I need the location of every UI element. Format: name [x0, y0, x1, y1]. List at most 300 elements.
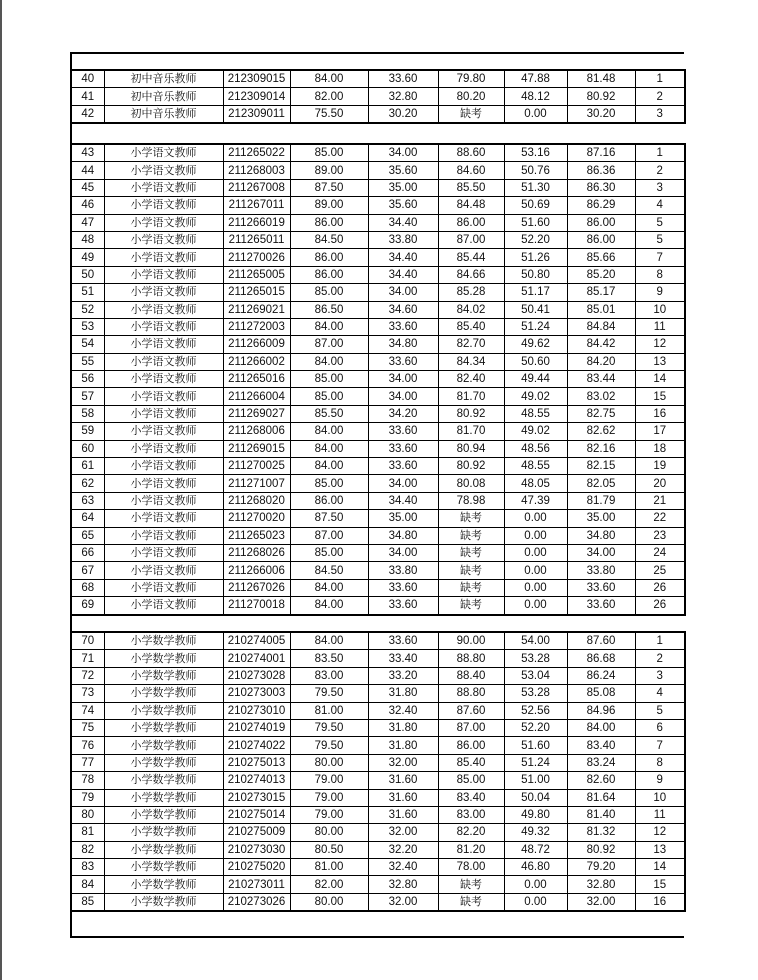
seq-cell: 77: [71, 754, 104, 771]
position-cell: 小学语文教师: [104, 284, 223, 301]
rank-cell: 4: [635, 197, 685, 214]
interview-score-cell: 缺考: [438, 893, 504, 911]
interview-score-cell: 88.60: [438, 144, 504, 162]
written-weighted-cell: 35.00: [368, 179, 438, 196]
seq-cell: 75: [71, 719, 104, 736]
rank-cell: 6: [635, 719, 685, 736]
written-score-cell: 87.50: [290, 510, 368, 527]
written-score-cell: 86.00: [290, 249, 368, 266]
total-score-cell: 87.60: [567, 632, 635, 650]
seq-cell: 73: [71, 685, 104, 702]
exam-id-cell: 210275014: [223, 806, 290, 823]
position-cell: 小学数学教师: [104, 789, 223, 806]
seq-cell: 85: [71, 893, 104, 911]
interview-weighted-cell: 49.02: [504, 423, 567, 440]
position-cell: 小学数学教师: [104, 772, 223, 789]
interview-score-cell: 81.70: [438, 423, 504, 440]
total-score-cell: 81.79: [567, 492, 635, 509]
table-row: [71, 597, 685, 615]
seq-cell: 45: [71, 179, 104, 196]
interview-score-cell: 84.02: [438, 301, 504, 318]
interview-score-cell: 84.60: [438, 162, 504, 179]
position-cell: 小学语文教师: [104, 544, 223, 561]
rank-cell: 25: [635, 562, 685, 579]
exam-id-cell: 212309014: [223, 88, 290, 105]
rank-cell: 8: [635, 266, 685, 283]
interview-score-cell: 79.80: [438, 70, 504, 88]
table-row: [71, 144, 685, 162]
interview-weighted-cell: 47.39: [504, 492, 567, 509]
written-score-cell: 80.00: [290, 824, 368, 841]
written-score-cell: 80.00: [290, 893, 368, 911]
table-row: [71, 88, 685, 105]
position-cell: 小学语文教师: [104, 318, 223, 335]
exam-id-cell: 211266009: [223, 336, 290, 353]
interview-score-cell: 87.00: [438, 719, 504, 736]
exam-id-cell: 211268026: [223, 544, 290, 561]
interview-weighted-cell: 47.88: [504, 70, 567, 88]
exam-id-cell: 210274019: [223, 719, 290, 736]
rank-cell: 7: [635, 737, 685, 754]
seq-cell: 42: [71, 105, 104, 123]
exam-id-cell: 211272003: [223, 318, 290, 335]
rank-cell: 4: [635, 685, 685, 702]
position-cell: 小学语文教师: [104, 144, 223, 162]
exam-id-cell: 210273026: [223, 893, 290, 911]
exam-id-cell: 211266006: [223, 562, 290, 579]
written-score-cell: 85.00: [290, 475, 368, 492]
interview-score-cell: 缺考: [438, 562, 504, 579]
rank-cell: 1: [635, 632, 685, 650]
total-score-cell: 32.00: [567, 893, 635, 911]
written-weighted-cell: 31.60: [368, 806, 438, 823]
table-row: [71, 388, 685, 405]
total-score-cell: 34.00: [567, 544, 635, 561]
written-score-cell: 82.00: [290, 88, 368, 105]
exam-id-cell: 210273003: [223, 685, 290, 702]
written-weighted-cell: 32.00: [368, 754, 438, 771]
rank-cell: 26: [635, 579, 685, 596]
interview-weighted-cell: 0.00: [504, 510, 567, 527]
total-score-cell: 82.15: [567, 458, 635, 475]
interview-weighted-cell: 52.20: [504, 719, 567, 736]
table-row: [71, 405, 685, 422]
written-score-cell: 84.00: [290, 440, 368, 457]
written-score-cell: 85.50: [290, 405, 368, 422]
interview-score-cell: 83.00: [438, 806, 504, 823]
table-row: [71, 214, 685, 231]
position-cell: 初中音乐教师: [104, 88, 223, 105]
seq-cell: 78: [71, 772, 104, 789]
written-weighted-cell: 33.60: [368, 579, 438, 596]
position-cell: 小学数学教师: [104, 737, 223, 754]
total-score-cell: 35.00: [567, 510, 635, 527]
rank-cell: 14: [635, 371, 685, 388]
interview-score-cell: 82.70: [438, 336, 504, 353]
table-row: [71, 162, 685, 179]
table-body: [71, 632, 685, 911]
seq-cell: 79: [71, 789, 104, 806]
total-score-cell: 81.48: [567, 70, 635, 88]
rank-cell: 5: [635, 214, 685, 231]
written-weighted-cell: 35.60: [368, 197, 438, 214]
position-cell: 小学语文教师: [104, 162, 223, 179]
seq-cell: 57: [71, 388, 104, 405]
position-cell: 小学语文教师: [104, 353, 223, 370]
table-row: [71, 510, 685, 527]
total-score-cell: 83.44: [567, 371, 635, 388]
total-score-cell: 85.66: [567, 249, 635, 266]
exam-id-cell: 212309015: [223, 70, 290, 88]
rank-cell: 12: [635, 336, 685, 353]
rank-cell: 2: [635, 650, 685, 667]
interview-score-cell: 85.40: [438, 318, 504, 335]
seq-cell: 60: [71, 440, 104, 457]
interview-score-cell: 85.44: [438, 249, 504, 266]
written-weighted-cell: 33.80: [368, 231, 438, 248]
position-cell: 小学语文教师: [104, 266, 223, 283]
total-score-cell: 33.80: [567, 562, 635, 579]
table-row: [71, 179, 685, 196]
total-score-cell: 79.20: [567, 859, 635, 876]
written-score-cell: 89.00: [290, 162, 368, 179]
exam-id-cell: 211268006: [223, 423, 290, 440]
interview-weighted-cell: 53.28: [504, 685, 567, 702]
rank-cell: 11: [635, 806, 685, 823]
written-score-cell: 85.00: [290, 544, 368, 561]
position-cell: 小学数学教师: [104, 685, 223, 702]
interview-score-cell: 87.60: [438, 702, 504, 719]
table-row: [71, 249, 685, 266]
written-weighted-cell: 30.20: [368, 105, 438, 123]
rank-cell: 15: [635, 388, 685, 405]
interview-weighted-cell: 50.60: [504, 353, 567, 370]
seq-cell: 84: [71, 876, 104, 893]
exam-id-cell: 211265016: [223, 371, 290, 388]
written-weighted-cell: 33.20: [368, 667, 438, 684]
written-score-cell: 84.00: [290, 458, 368, 475]
seq-cell: 55: [71, 353, 104, 370]
interview-score-cell: 84.48: [438, 197, 504, 214]
exam-id-cell: 210273028: [223, 667, 290, 684]
total-score-cell: 86.30: [567, 179, 635, 196]
seq-cell: 56: [71, 371, 104, 388]
rank-cell: 26: [635, 597, 685, 615]
written-weighted-cell: 32.20: [368, 841, 438, 858]
exam-id-cell: 210273015: [223, 789, 290, 806]
rank-cell: 5: [635, 702, 685, 719]
interview-weighted-cell: 48.55: [504, 405, 567, 422]
rank-cell: 18: [635, 440, 685, 457]
exam-id-cell: 211266019: [223, 214, 290, 231]
table-row: [71, 702, 685, 719]
rank-cell: 9: [635, 772, 685, 789]
table-row: [71, 231, 685, 248]
total-score-cell: 87.16: [567, 144, 635, 162]
rank-cell: 7: [635, 249, 685, 266]
written-weighted-cell: 34.40: [368, 214, 438, 231]
total-score-cell: 85.08: [567, 685, 635, 702]
position-cell: 小学语文教师: [104, 301, 223, 318]
interview-score-cell: 80.94: [438, 440, 504, 457]
interview-weighted-cell: 49.80: [504, 806, 567, 823]
interview-weighted-cell: 53.16: [504, 144, 567, 162]
position-cell: 小学数学教师: [104, 876, 223, 893]
position-cell: 小学数学教师: [104, 893, 223, 911]
written-score-cell: 86.50: [290, 301, 368, 318]
total-score-cell: 86.29: [567, 197, 635, 214]
interview-score-cell: 82.20: [438, 824, 504, 841]
rank-cell: 3: [635, 179, 685, 196]
total-score-cell: 83.24: [567, 754, 635, 771]
position-cell: 小学语文教师: [104, 510, 223, 527]
interview-score-cell: 86.00: [438, 214, 504, 231]
written-weighted-cell: 31.80: [368, 719, 438, 736]
exam-id-cell: 211265011: [223, 231, 290, 248]
written-score-cell: 83.50: [290, 650, 368, 667]
exam-id-cell: 211267008: [223, 179, 290, 196]
rank-cell: 3: [635, 667, 685, 684]
seq-cell: 48: [71, 231, 104, 248]
table-row: [71, 544, 685, 561]
written-weighted-cell: 31.60: [368, 772, 438, 789]
total-score-cell: 86.00: [567, 214, 635, 231]
exam-id-cell: 211270020: [223, 510, 290, 527]
table-row: [71, 105, 685, 123]
position-cell: 小学语文教师: [104, 371, 223, 388]
written-weighted-cell: 34.20: [368, 405, 438, 422]
interview-weighted-cell: 50.76: [504, 162, 567, 179]
rank-cell: 3: [635, 105, 685, 123]
written-score-cell: 87.00: [290, 527, 368, 544]
written-score-cell: 81.00: [290, 702, 368, 719]
interview-score-cell: 81.20: [438, 841, 504, 858]
exam-id-cell: 211268020: [223, 492, 290, 509]
seq-cell: 53: [71, 318, 104, 335]
rank-cell: 13: [635, 353, 685, 370]
total-score-cell: 85.01: [567, 301, 635, 318]
position-cell: 小学数学教师: [104, 841, 223, 858]
table-row: [71, 475, 685, 492]
total-score-cell: 82.75: [567, 405, 635, 422]
written-score-cell: 75.50: [290, 105, 368, 123]
table-row: [71, 824, 685, 841]
written-score-cell: 87.00: [290, 336, 368, 353]
position-cell: 小学数学教师: [104, 650, 223, 667]
table-row: [71, 579, 685, 596]
seq-cell: 41: [71, 88, 104, 105]
position-cell: 初中音乐教师: [104, 70, 223, 88]
seq-cell: 51: [71, 284, 104, 301]
interview-weighted-cell: 48.12: [504, 88, 567, 105]
interview-weighted-cell: 0.00: [504, 544, 567, 561]
position-cell: 小学语文教师: [104, 249, 223, 266]
written-score-cell: 89.00: [290, 197, 368, 214]
score-table-primary-chinese: [70, 143, 686, 616]
interview-score-cell: 78.00: [438, 859, 504, 876]
position-cell: 小学语文教师: [104, 405, 223, 422]
rank-cell: 17: [635, 423, 685, 440]
written-weighted-cell: 34.00: [368, 371, 438, 388]
exam-id-cell: 210275020: [223, 859, 290, 876]
written-weighted-cell: 34.00: [368, 284, 438, 301]
written-weighted-cell: 32.00: [368, 893, 438, 911]
exam-id-cell: 211270026: [223, 249, 290, 266]
written-weighted-cell: 31.80: [368, 737, 438, 754]
written-score-cell: 80.50: [290, 841, 368, 858]
position-cell: 小学数学教师: [104, 719, 223, 736]
written-score-cell: 84.00: [290, 632, 368, 650]
sheet-bottom-border: [70, 936, 684, 938]
seq-cell: 52: [71, 301, 104, 318]
written-score-cell: 84.00: [290, 353, 368, 370]
interview-weighted-cell: 49.44: [504, 371, 567, 388]
written-weighted-cell: 34.80: [368, 527, 438, 544]
exam-id-cell: 210274013: [223, 772, 290, 789]
written-weighted-cell: 34.80: [368, 336, 438, 353]
written-weighted-cell: 33.60: [368, 423, 438, 440]
rank-cell: 14: [635, 859, 685, 876]
written-score-cell: 84.00: [290, 70, 368, 88]
interview-score-cell: 87.00: [438, 231, 504, 248]
exam-id-cell: 211269021: [223, 301, 290, 318]
rank-cell: 1: [635, 70, 685, 88]
written-score-cell: 85.00: [290, 144, 368, 162]
written-score-cell: 84.00: [290, 423, 368, 440]
table-row: [71, 301, 685, 318]
written-score-cell: 79.00: [290, 789, 368, 806]
written-weighted-cell: 32.00: [368, 824, 438, 841]
written-score-cell: 87.50: [290, 179, 368, 196]
table-row: [71, 423, 685, 440]
total-score-cell: 86.68: [567, 650, 635, 667]
interview-weighted-cell: 0.00: [504, 597, 567, 615]
total-score-cell: 33.60: [567, 597, 635, 615]
interview-weighted-cell: 49.02: [504, 388, 567, 405]
interview-score-cell: 81.70: [438, 388, 504, 405]
sheet-top-border: [70, 52, 684, 54]
interview-weighted-cell: 53.04: [504, 667, 567, 684]
total-score-cell: 81.64: [567, 789, 635, 806]
interview-score-cell: 80.20: [438, 88, 504, 105]
interview-score-cell: 83.40: [438, 789, 504, 806]
written-weighted-cell: 33.60: [368, 632, 438, 650]
exam-id-cell: 211265015: [223, 284, 290, 301]
table-row: [71, 318, 685, 335]
total-score-cell: 80.92: [567, 841, 635, 858]
written-score-cell: 84.50: [290, 562, 368, 579]
position-cell: 小学数学教师: [104, 754, 223, 771]
interview-score-cell: 缺考: [438, 510, 504, 527]
written-score-cell: 79.00: [290, 806, 368, 823]
written-weighted-cell: 33.40: [368, 650, 438, 667]
position-cell: 小学语文教师: [104, 388, 223, 405]
interview-weighted-cell: 0.00: [504, 527, 567, 544]
written-weighted-cell: 32.40: [368, 702, 438, 719]
total-score-cell: 86.00: [567, 231, 635, 248]
interview-score-cell: 缺考: [438, 876, 504, 893]
interview-weighted-cell: 51.24: [504, 318, 567, 335]
written-weighted-cell: 32.40: [368, 859, 438, 876]
exam-id-cell: 211270025: [223, 458, 290, 475]
written-score-cell: 84.00: [290, 318, 368, 335]
rank-cell: 19: [635, 458, 685, 475]
total-score-cell: 30.20: [567, 105, 635, 123]
interview-weighted-cell: 0.00: [504, 893, 567, 911]
written-score-cell: 84.50: [290, 231, 368, 248]
seq-cell: 82: [71, 841, 104, 858]
rank-cell: 24: [635, 544, 685, 561]
interview-weighted-cell: 50.80: [504, 266, 567, 283]
table-body: [71, 70, 685, 123]
written-score-cell: 83.00: [290, 667, 368, 684]
exam-id-cell: 210274005: [223, 632, 290, 650]
written-weighted-cell: 34.40: [368, 266, 438, 283]
interview-weighted-cell: 0.00: [504, 876, 567, 893]
exam-id-cell: 211267011: [223, 197, 290, 214]
written-weighted-cell: 31.60: [368, 789, 438, 806]
total-score-cell: 33.60: [567, 579, 635, 596]
table-row: [71, 440, 685, 457]
position-cell: 小学语文教师: [104, 197, 223, 214]
position-cell: 小学语文教师: [104, 562, 223, 579]
seq-cell: 54: [71, 336, 104, 353]
written-weighted-cell: 33.80: [368, 562, 438, 579]
exam-id-cell: 211266004: [223, 388, 290, 405]
written-score-cell: 81.00: [290, 859, 368, 876]
seq-cell: 70: [71, 632, 104, 650]
table-row: [71, 789, 685, 806]
exam-id-cell: 210274022: [223, 737, 290, 754]
table-row: [71, 841, 685, 858]
table-row: [71, 685, 685, 702]
position-cell: 小学语文教师: [104, 458, 223, 475]
total-score-cell: 83.40: [567, 737, 635, 754]
written-weighted-cell: 34.00: [368, 544, 438, 561]
interview-weighted-cell: 48.05: [504, 475, 567, 492]
interview-weighted-cell: 51.60: [504, 737, 567, 754]
exam-id-cell: 210274001: [223, 650, 290, 667]
written-score-cell: 86.00: [290, 266, 368, 283]
position-cell: 小学数学教师: [104, 632, 223, 650]
total-score-cell: 82.62: [567, 423, 635, 440]
written-weighted-cell: 34.60: [368, 301, 438, 318]
seq-cell: 80: [71, 806, 104, 823]
total-score-cell: 86.24: [567, 667, 635, 684]
position-cell: 小学语文教师: [104, 336, 223, 353]
interview-weighted-cell: 49.32: [504, 824, 567, 841]
table-row: [71, 806, 685, 823]
exam-id-cell: 211266002: [223, 353, 290, 370]
written-weighted-cell: 33.60: [368, 597, 438, 615]
position-cell: 小学语文教师: [104, 214, 223, 231]
total-score-cell: 32.80: [567, 876, 635, 893]
total-score-cell: 84.42: [567, 336, 635, 353]
table-row: [71, 70, 685, 88]
table-row: [71, 336, 685, 353]
seq-cell: 71: [71, 650, 104, 667]
rank-cell: 10: [635, 301, 685, 318]
table-row: [71, 719, 685, 736]
seq-cell: 65: [71, 527, 104, 544]
written-weighted-cell: 34.40: [368, 492, 438, 509]
total-score-cell: 84.96: [567, 702, 635, 719]
interview-weighted-cell: 0.00: [504, 562, 567, 579]
total-score-cell: 84.20: [567, 353, 635, 370]
interview-score-cell: 86.00: [438, 737, 504, 754]
seq-cell: 59: [71, 423, 104, 440]
table-row: [71, 876, 685, 893]
